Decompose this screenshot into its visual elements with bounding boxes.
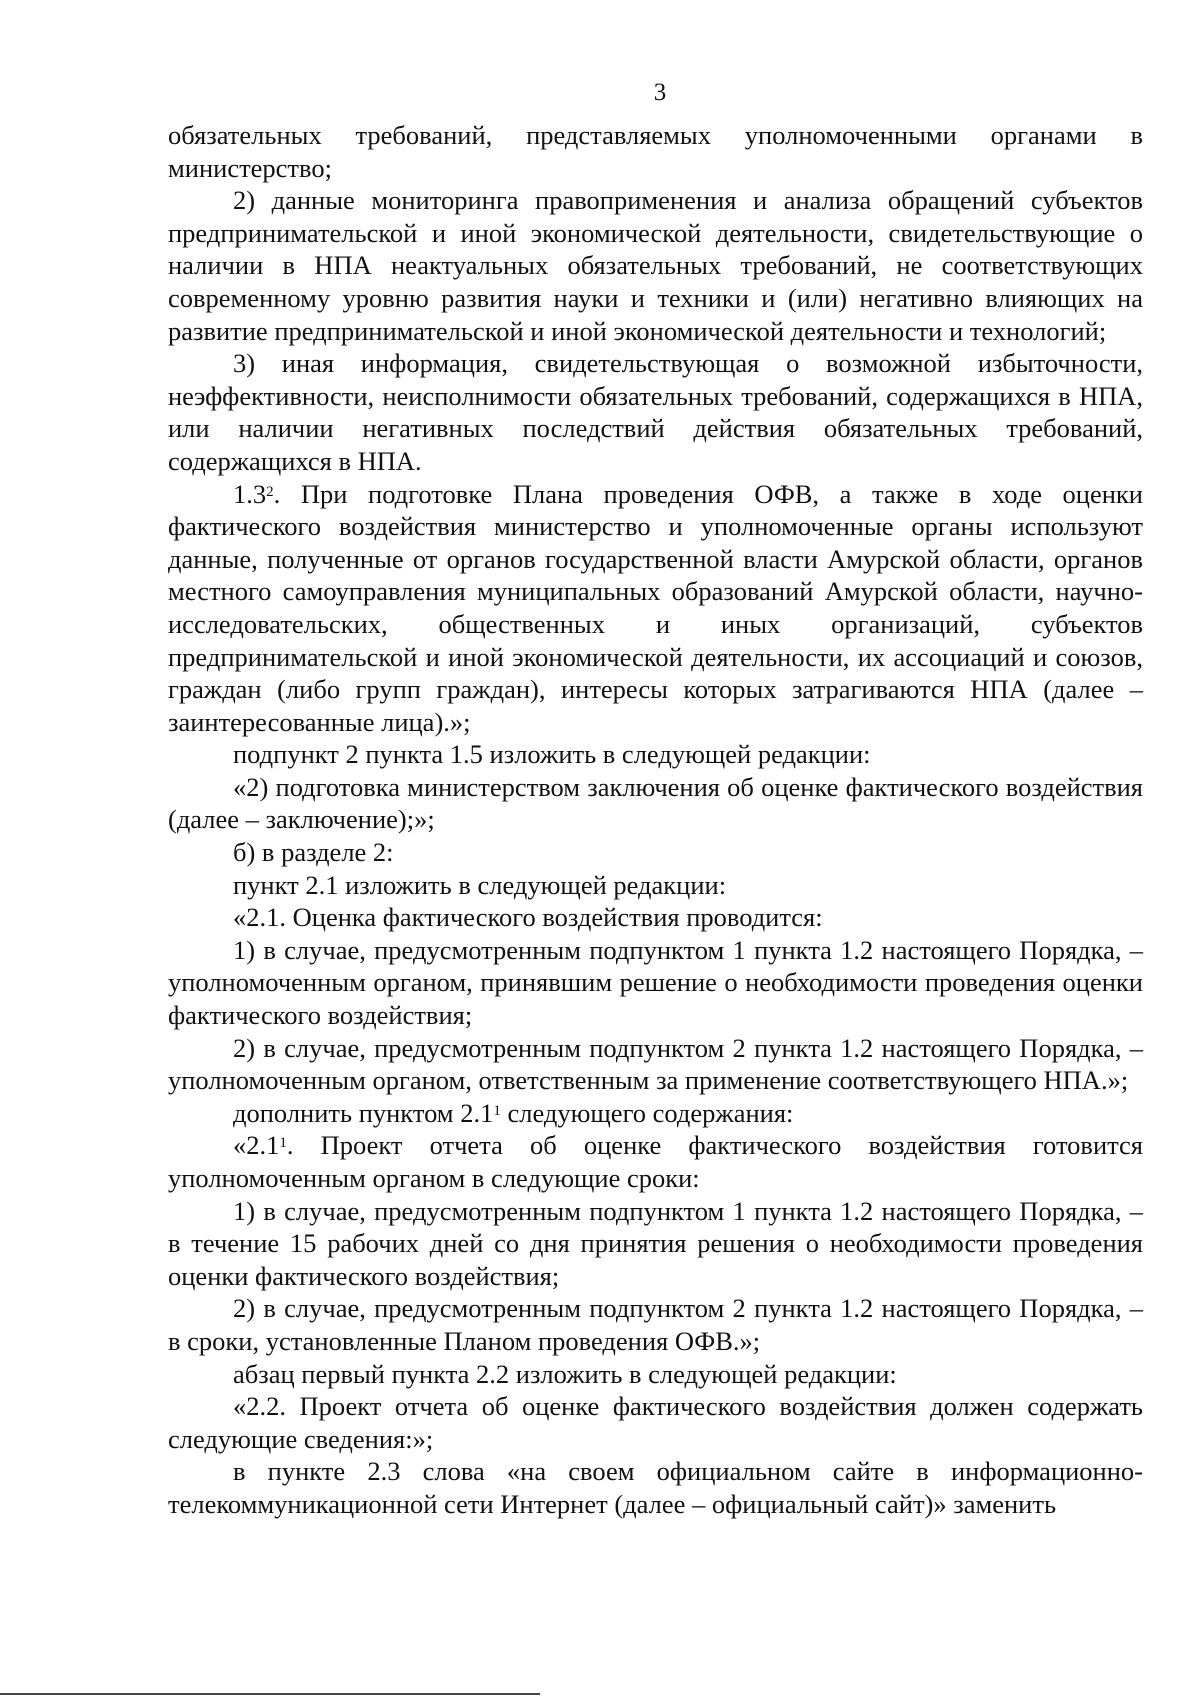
clause-number: «2.1 (233, 1130, 280, 1161)
paragraph: 1) в случае, предусмотренным подпунктом 1 пункта 1.2 настоящего Порядка, – уполномоченным органом, принявшим решение о необходимости проведения оценки фактического воздействия; (168, 934, 1143, 1031)
paragraph-text: следующего содержания: (500, 1097, 794, 1128)
paragraph: пункт 2.1 изложить в следующей редакции: (233, 869, 727, 900)
paragraph: абзац первый пункта 2.2 изложить в следующей редакции: (233, 1358, 897, 1389)
paragraph: «2) подготовка министерством заключения об оценке фактического воздействия (далее – заключение);»; (168, 771, 1143, 835)
paragraph-text: . Проект отчета об оценке фактического воздействия готовится уполномоченным органом в следующие сроки: (168, 1130, 1143, 1193)
paragraph (168, 478, 1143, 739)
paragraph-text: дополнить пунктом 2.1 (233, 1097, 494, 1128)
paragraph: 2) в случае, предусмотренным подпунктом 2 пункта 1.2 настоящего Порядка, – уполномоченным органом, ответственным за применение соответствующего НПА.»; (168, 1032, 1143, 1096)
paragraph: 3) иная информация, свидетельствующая о возможной избыточности, неэффективности, неисполнимости обязательных требований, содержащихся в НПА, или наличии негативных последствий действия обязательных требований, содержащихся в НПА. (168, 348, 1143, 476)
paragraph: подпункт 2 пункта 1.5 изложить в следующей редакции: (233, 739, 871, 770)
paragraph: б) в разделе 2: (233, 837, 394, 868)
paragraph: 2) данные мониторинга правоприменения и анализа обращений субъектов предпринимательской и иной экономической деятельности, свидетельствующие о наличии в НПА неактуальных обязательных требований, не соответствующих современному уровню развития науки и техники и (или) негативно влияющих на развитие предпринимательской и иной экономической деятельности и технологий; (168, 185, 1143, 346)
superscript: 2 (266, 483, 274, 500)
paragraph: в пункте 2.3 слова «на своем официальном сайте в информационно-телекоммуникационной сети Интернет (далее – официальный сайт)» заменить (168, 1456, 1143, 1519)
paragraph: 2) в случае, предусмотренным подпунктом 2 пункта 1.2 настоящего Порядка, – в сроки, установленные Планом проведения ОФВ.»; (168, 1293, 1143, 1356)
document-body (168, 119, 1143, 1521)
paragraph: обязательных требований, представляемых уполномоченными органами в министерство; (168, 120, 1143, 183)
paragraph (168, 1129, 1143, 1194)
paragraph: «2.1. Оценка фактического воздействия проводится: (233, 902, 823, 933)
clause-number: 1.3 (233, 478, 267, 509)
page-number: 3 (653, 79, 667, 106)
paragraph: «2.2. Проект отчета об оценке фактического воздействия должен содержать следующие сведения:»; (168, 1391, 1143, 1454)
superscript: 1 (279, 1135, 287, 1152)
scan-edge-line (0, 1693, 540, 1695)
paragraph: 1) в случае, предусмотренным подпунктом 1 пункта 1.2 настоящего Порядка, – в течение 15 рабочих дней со дня принятия решения о необходимости проведения оценки фактического воздействия; (168, 1195, 1143, 1291)
superscript: 1 (493, 1102, 501, 1119)
paragraph-text: . При подготовке Плана проведения ОФВ, а также в ходе оценки фактического воздействия министерство и уполномоченные органы используют данные, полученные от органов государственной власти Амурской области, органов местного самоуправления муниципальных образований Амурской области, научно-исследовательских, общественных и иных организаций, субъектов предпринимательской и иной экономической деятельности, их ассоциаций и союзов, граждан (либо групп граждан), интересы которых затрагиваются НПА (далее – заинтересованные лица).»; (168, 478, 1143, 737)
paragraph (168, 1097, 1143, 1130)
